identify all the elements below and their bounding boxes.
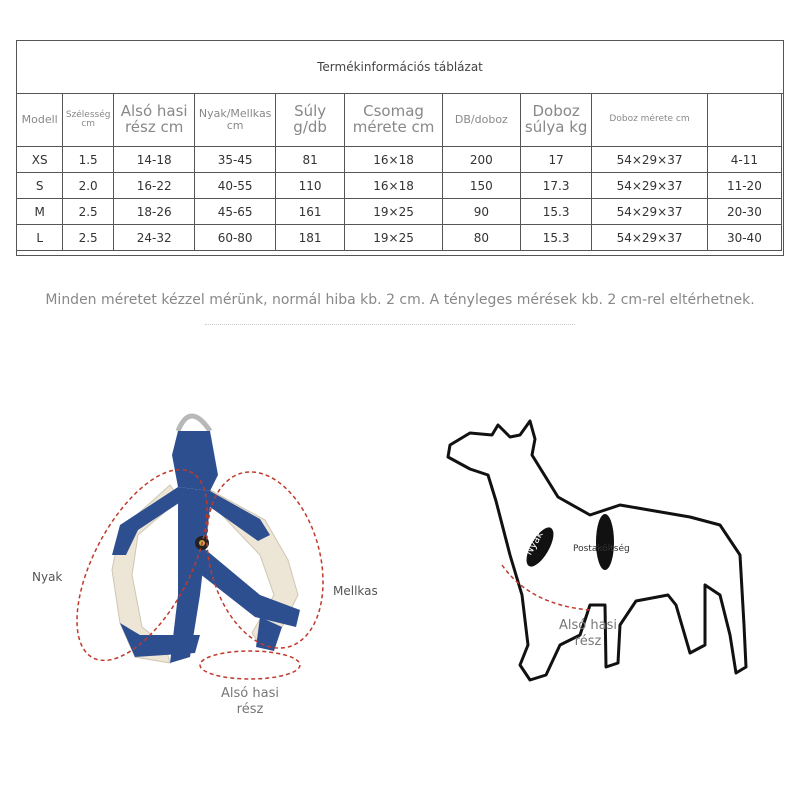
- dog-chest-tag: Postaköltség: [573, 544, 630, 554]
- table-cell: 17: [520, 147, 591, 173]
- table-cell: S: [17, 173, 63, 199]
- table-cell: 150: [442, 173, 520, 199]
- table-cell: 45-65: [195, 199, 275, 225]
- harness-chest-label: Mellkas: [333, 584, 378, 598]
- size-grid: [16, 93, 782, 251]
- harness-neck-label: Nyak: [32, 570, 63, 584]
- harness-belly-label: Alsó hasi rész: [221, 686, 279, 717]
- table-cell: 181: [275, 225, 344, 251]
- table-row: [17, 225, 782, 251]
- table-cell: 54×29×37: [592, 173, 707, 199]
- table-cell: 30-40: [707, 225, 781, 251]
- table-cell: M: [17, 199, 63, 225]
- table-cell: 54×29×37: [592, 225, 707, 251]
- table-cell: 54×29×37: [592, 147, 707, 173]
- header-row: [17, 94, 782, 147]
- table-cell: 19×25: [345, 225, 442, 251]
- table-cell: 19×25: [345, 199, 442, 225]
- table-cell: 81: [275, 147, 344, 173]
- table-cell: L: [17, 225, 63, 251]
- header-cell: [707, 94, 781, 147]
- table-cell: 90: [442, 199, 520, 225]
- header-cell: DB/doboz: [442, 94, 520, 147]
- header-cell: Alsó hasi rész cm: [113, 94, 194, 147]
- header-cell: Csomag mérete cm: [345, 94, 442, 147]
- table-cell: 1.5: [63, 147, 114, 173]
- table-cell: 2.0: [63, 173, 114, 199]
- table-cell: 110: [275, 173, 344, 199]
- table-cell: 60-80: [195, 225, 275, 251]
- table-cell: 16-22: [113, 173, 194, 199]
- table-cell: 17.3: [520, 173, 591, 199]
- table-cell: 11-20: [707, 173, 781, 199]
- header-cell: Doboz súlya kg: [520, 94, 591, 147]
- table-cell: 35-45: [195, 147, 275, 173]
- table-cell: 15.3: [520, 225, 591, 251]
- header-cell: Nyak/Mellkas cm: [195, 94, 275, 147]
- measurement-note: Minden méretet kézzel mérünk, normál hiba kb. 2 cm. A tényleges mérések kb. 2 cm-rel eltérhetnek.: [45, 292, 755, 308]
- table-row: [17, 173, 782, 199]
- table-cell: 16×18: [345, 147, 442, 173]
- header-cell: Modell: [17, 94, 63, 147]
- table-cell: 2.5: [63, 199, 114, 225]
- table-cell: 15.3: [520, 199, 591, 225]
- table-cell: 20-30: [707, 199, 781, 225]
- table-cell: 40-55: [195, 173, 275, 199]
- divider: [205, 324, 575, 325]
- header-cell: Doboz mérete cm: [592, 94, 707, 147]
- table-cell: 200: [442, 147, 520, 173]
- dog-belly-label: Alsó hasi rész: [559, 618, 617, 649]
- table-cell: 18-26: [113, 199, 194, 225]
- header-cell: Súly g/db: [275, 94, 344, 147]
- table-cell: XS: [17, 147, 63, 173]
- header-cell: Szélesség cm: [63, 94, 114, 147]
- table-cell: 16×18: [345, 173, 442, 199]
- table-cell: 24-32: [113, 225, 194, 251]
- product-info-table: [16, 40, 784, 256]
- table-cell: 54×29×37: [592, 199, 707, 225]
- table-cell: 2.5: [63, 225, 114, 251]
- table-cell: 80: [442, 225, 520, 251]
- harness-image: [60, 395, 360, 695]
- dog-neck-tag: Nyak: [523, 529, 546, 558]
- table-cell: 4-11: [707, 147, 781, 173]
- table-title: Termékinformációs táblázat: [17, 41, 783, 94]
- table-cell: 161: [275, 199, 344, 225]
- table-row: [17, 199, 782, 225]
- table-row: [17, 147, 782, 173]
- table-cell: 14-18: [113, 147, 194, 173]
